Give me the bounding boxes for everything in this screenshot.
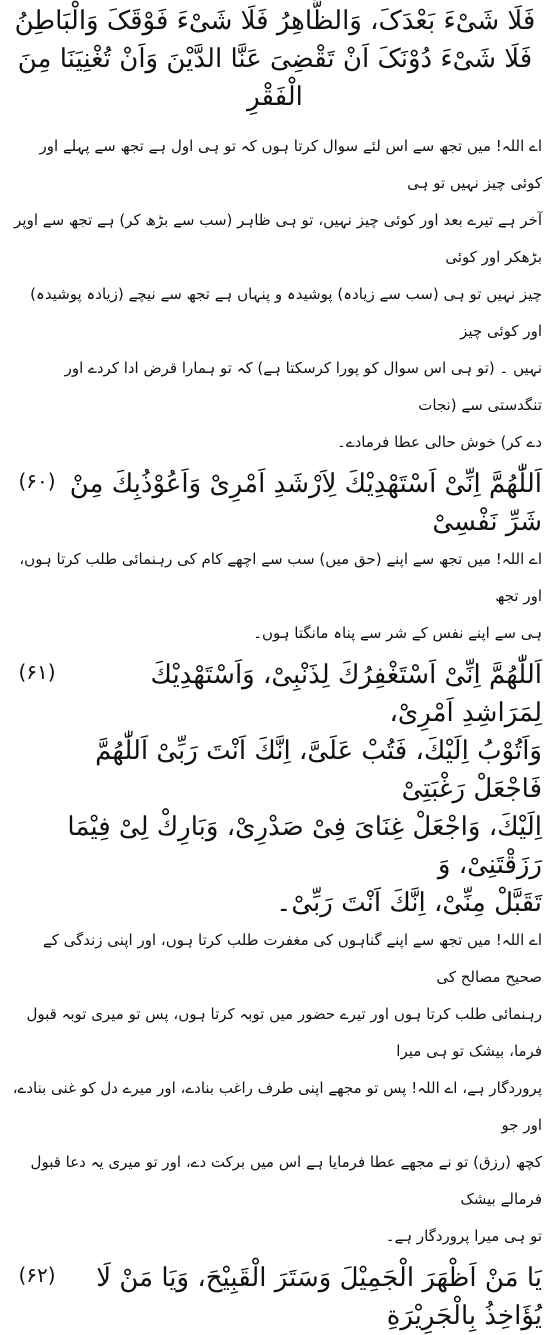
urdu-line: دے کر) خوش حالی عطا فرمادے۔ xyxy=(337,433,542,451)
dua-number: (۶۰) xyxy=(18,469,56,493)
dua-62 xyxy=(8,1255,542,1335)
urdu-line: تو ہی میرا پروردگار ہے۔ xyxy=(385,1227,542,1245)
urdu-line: اے اللہ! میں تجھ سے اپنے گناہوں کی مغفرت طلب کرتا ہوں، اور اپنی زندگی کے صحیح مصالح کی xyxy=(42,931,542,986)
urdu-line: نہیں ۔ (تو ہی اس سوال کو پورا کرسکتا ہے) کہ تو ہمارا قرض ادا کردے اور تنگدستی سے (نجات xyxy=(64,359,542,414)
urdu-line: چیز نہیں تو ہی (سب سے زیادہ) پوشیدہ و پنہاں ہے تجھ سے نیچے (زیادہ پوشیدہ) اور کوئی چیز xyxy=(30,285,542,340)
dua-number: (۶۱) xyxy=(18,660,56,684)
urdu-line: رہنمائی طلب کرتا ہوں اور تیرے حضور میں توبہ کرتا ہوں، پس تو میری توبہ قبول فرما، بیشک تو ہی میرا xyxy=(26,1005,542,1060)
dua-number: (۶۲) xyxy=(18,1263,56,1287)
arabic-line: فَلَا شَیْءَ دُوْنَکَ اَنْ تَقْضِیَ عَنَّا الدَّیْنَ وَاَنْ تُغْنِیَنَا مِنَ الْفَقْرِ xyxy=(17,44,533,112)
urdu-line: ہی سے اپنے نفس کے شر سے پناہ مانگتا ہوں۔ xyxy=(253,624,542,642)
arabic-line: اَللّٰهُمَّ اِنِّیْ اَسْتَهْدِیْكَ لِاَرْشَدِ اَمْرِیْ وَاَعُوْذُبِكَ مِنْ شَرِّ نَفْسِیْ xyxy=(69,469,542,537)
urdu-line: اے اللہ! میں تجھ سے اپنے (حق میں) سب سے اچھے کام کی رہنمائی طلب کرتا ہوں، اور تجھ xyxy=(19,550,542,605)
urdu-line: آخر ہے تیرے بعد اور کوئی چیز نہیں، تو ہی ظاہر (سب سے بڑھ کر) ہے تجھ سے اوپر بڑھکر اور کوئی xyxy=(14,211,542,266)
arabic-line: یَا مَنْ اَظْهَرَ الْجَمِیْلَ وَسَتَرَ الْقَبِیْحَ، وَیَا مَنْ لَا یُؤَاخِذُ بِالْجَرِیْرَةِ xyxy=(96,1263,542,1331)
dua-61 xyxy=(8,652,542,1255)
arabic-line: اِلَیْكَ، وَاجْعَلْ غِنَایَ فِیْ صَدْرِیْ، وَبَارِكْ لِیْ فِیْمَا رَزَقْتَنِیْ، وَ xyxy=(67,812,542,880)
arabic-line: اَللّٰهُمَّ اِنِّیْ اَسْتَغْفِرُكَ لِذَنْبِیْ، وَاَسْتَهْدِیْكَ لِمَرَاشِدِ اَمْرِیْ، xyxy=(150,660,542,728)
intro-arabic-block xyxy=(8,0,542,116)
arabic-line: وَاَتُوْبُ اِلَیْكَ، فَتُبْ عَلَیَّ، اِنَّكَ اَنْتَ رَبِّیْ اَللّٰهُمَّ فَاجْعَلْ رَغْبَتِیْ xyxy=(95,736,542,804)
urdu-line: کچھ (رزق) تو نے مجھے عطا فرمایا ہے اس میں برکت دے، اور تو میری یہ دعا قبول فرمالے بیشک xyxy=(30,1153,542,1208)
arabic-line: تَقَبَّلْ مِنِّیْ، اِنَّكَ اَنْتَ رَبِّیْ۔ xyxy=(276,888,542,918)
intro-urdu-block xyxy=(8,116,542,461)
dua-60 xyxy=(8,461,542,652)
urdu-line: اے اللہ! میں تجھ سے اس لئے سوال کرتا ہوں کہ تو ہی اول ہے تجھ سے پہلے اور کوئی چیز نہیں تو ہی xyxy=(39,137,542,192)
urdu-line: پروردگار ہے، اے اللہ! پس تو مجھے اپنی طرف راغب بنادے، اور میرے دل کو غنی بنادے، اور جو xyxy=(12,1079,542,1134)
arabic-line: فَلَا شَیْءَ بَعْدَکَ، وَالظَّاهِرُ فَلَا شَیْءَ فَوْقَکَ وَالْبَاطِنُ xyxy=(14,6,536,36)
